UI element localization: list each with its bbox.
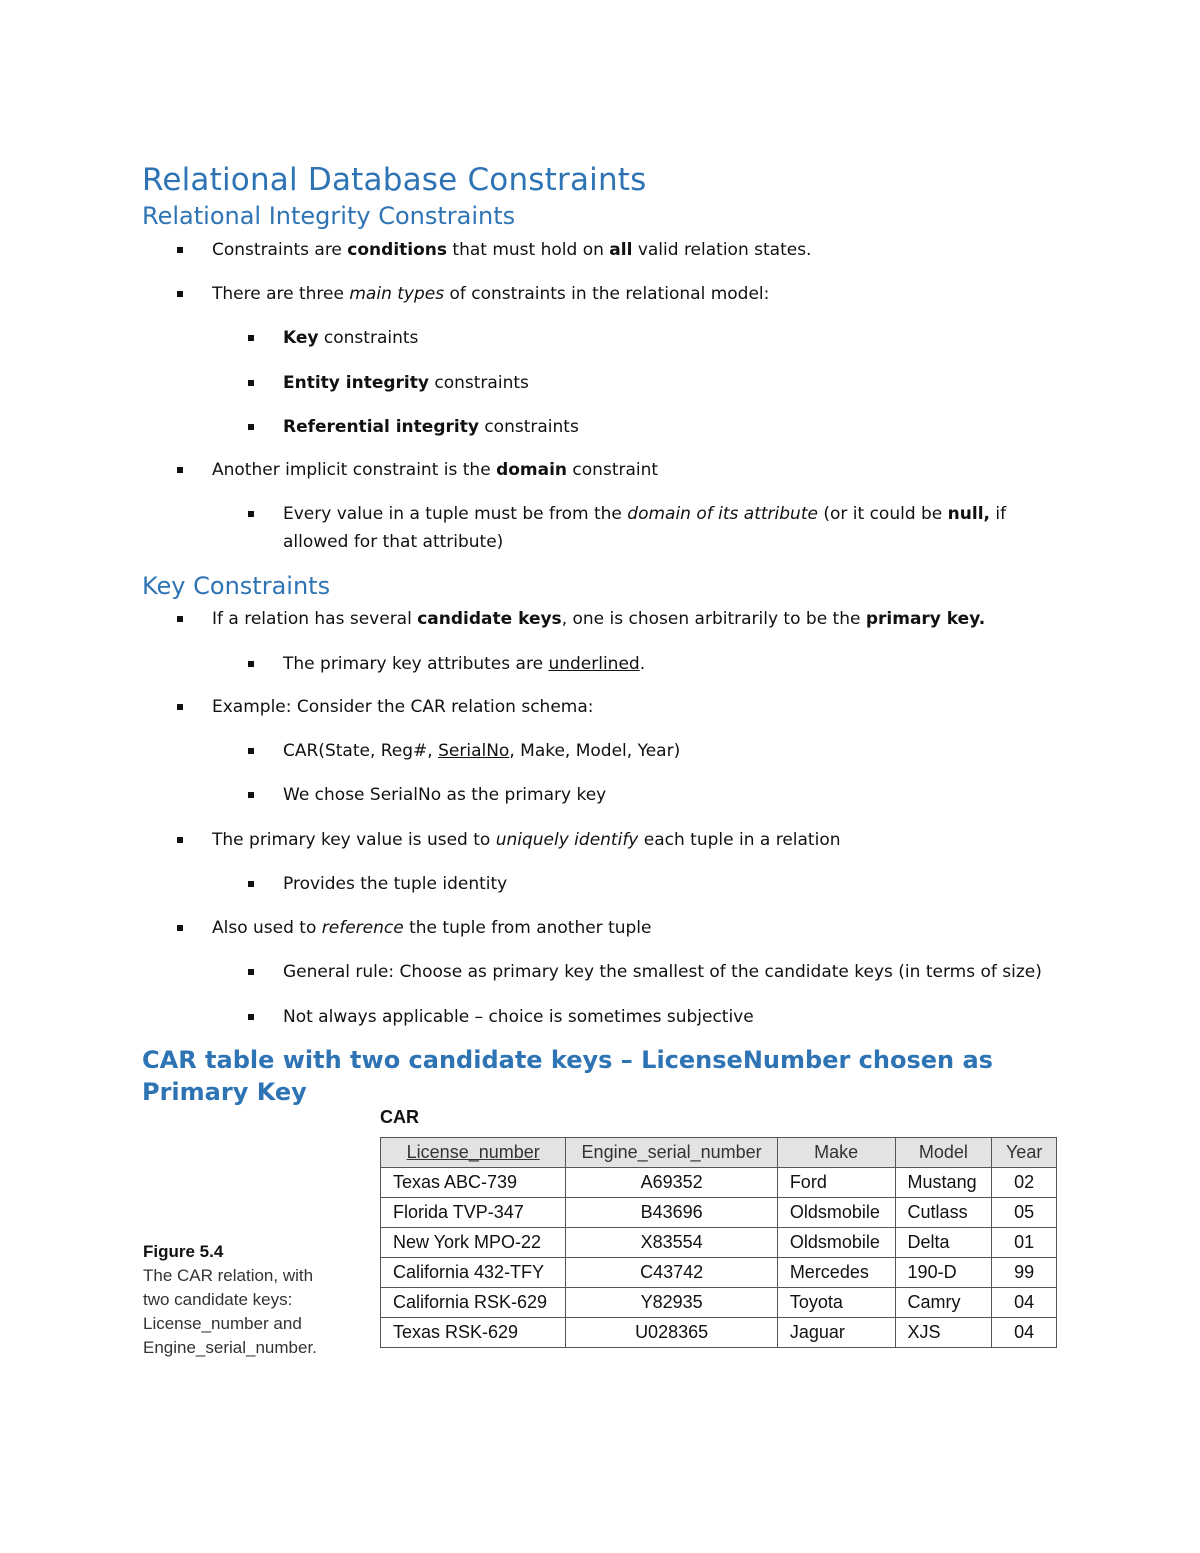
bullet-text [283,737,680,765]
square-bullet-icon [248,380,254,386]
table-cell: Camry [895,1288,992,1318]
text-run: Provides the tuple identity [283,874,508,894]
text-run: main types [349,284,445,304]
table-row [381,1258,1057,1288]
text-run: , one is chosen arbitrarily to be the [561,609,866,629]
text-run: Not always applicable – choice is sometimes subjective [283,1007,754,1027]
bullet-text [212,605,985,633]
text-run: the tuple from another tuple [403,918,652,938]
bullet-text [283,958,1042,986]
figure-caption-text: The CAR relation, with two candidate keys: License_number and Engine_serial_number. [143,1266,317,1357]
text-run: candidate keys [417,609,562,629]
text-run: There are three [212,284,350,304]
table-cell: Florida TVP-347 [381,1198,566,1228]
square-bullet-icon [177,925,183,931]
text-run: domain of its attribute [627,504,818,524]
column-header: Make [777,1138,895,1168]
table-cell: California 432-TFY [381,1258,566,1288]
table-cell: 05 [992,1198,1057,1228]
figure-number: Figure 5.4 [143,1242,224,1261]
square-bullet-icon [248,511,254,517]
text-run: uniquely identify [495,830,639,850]
text-run: Constraints are [212,240,348,260]
text-run: Another implicit constraint is the [212,460,497,480]
bullet-text [212,826,841,854]
bullet-text [283,870,507,898]
text-run: The primary key attributes are [283,654,549,674]
page-title: Relational Database Constraints [142,162,647,198]
text-run: underlined [548,654,640,674]
bullet-text [283,781,606,809]
text-run: Key [283,328,319,348]
table-row [381,1168,1057,1198]
bullet-text [212,914,652,942]
table-cell: Delta [895,1228,992,1258]
square-bullet-icon [248,881,254,887]
square-bullet-icon [248,792,254,798]
text-run: if allowed for that attribute) [283,504,1007,552]
table-cell: Mercedes [777,1258,895,1288]
bullet-text [283,413,579,441]
text-run: all [609,240,633,260]
text-run: Every value in a tuple must be from the [283,504,628,524]
text-run: General rule: Choose as primary key the smallest of the candidate keys (in terms of size) [283,962,1042,982]
text-run: domain [496,460,568,480]
text-run: constraints [428,373,529,393]
table-cell: Oldsmobile [777,1228,895,1258]
text-run: of constraints in the relational model: [444,284,770,304]
text-run: SerialNo [438,741,510,761]
table-cell: 04 [992,1318,1057,1348]
square-bullet-icon [248,748,254,754]
table-cell: Cutlass [895,1198,992,1228]
table-cell: Ford [777,1168,895,1198]
text-run: We chose SerialNo as the primary key [283,785,607,805]
table-cell: California RSK-629 [381,1288,566,1318]
bullet-text [283,324,418,352]
bullet-text [283,650,645,678]
text-run: constraints [318,328,419,348]
car-table [380,1137,1057,1348]
square-bullet-icon [248,1014,254,1020]
table-cell: 190-D [895,1258,992,1288]
text-run: The primary key value is used to [212,830,496,850]
section-heading-relational-integrity: Relational Integrity Constraints [142,202,516,230]
table-cell: B43696 [566,1198,777,1228]
square-bullet-icon [177,467,183,473]
square-bullet-icon [177,704,183,710]
text-run: that must hold on [447,240,610,260]
table-cell: New York MPO-22 [381,1228,566,1258]
text-run: conditions [347,240,448,260]
text-run: Also used to [212,918,322,938]
text-run: (or it could be [817,504,948,524]
text-run: constraints [478,417,579,437]
square-bullet-icon [248,661,254,667]
table-cell: X83554 [566,1228,777,1258]
table-cell: 01 [992,1228,1057,1258]
text-run: . [639,654,646,674]
column-header: License_number [381,1138,566,1168]
table-cell: Jaguar [777,1318,895,1348]
text-run: valid relation states. [632,240,812,260]
table-header-row [381,1138,1057,1168]
square-bullet-icon [248,335,254,341]
bullet-text [283,500,1043,556]
section-heading-key-constraints: Key Constraints [142,572,331,600]
table-cell: Texas RSK-629 [381,1318,566,1348]
table-cell: Mustang [895,1168,992,1198]
text-run: Referential integrity [283,417,479,437]
bullet-text [212,236,811,264]
text-run: Entity integrity [283,373,429,393]
table-cell: A69352 [566,1168,777,1198]
table-cell: 99 [992,1258,1057,1288]
table-row [381,1288,1057,1318]
column-header: Engine_serial_number [566,1138,777,1168]
table-cell: 04 [992,1288,1057,1318]
table-cell: Oldsmobile [777,1198,895,1228]
table-cell: Y82935 [566,1288,777,1318]
text-run: null, [947,504,990,524]
square-bullet-icon [248,969,254,975]
table-cell: C43742 [566,1258,777,1288]
bullet-text [212,456,658,484]
square-bullet-icon [248,424,254,430]
column-header: Year [992,1138,1057,1168]
square-bullet-icon [177,291,183,297]
table-cell: Toyota [777,1288,895,1318]
square-bullet-icon [177,616,183,622]
text-run: reference [321,918,404,938]
text-run: CAR(State, Reg#, [283,741,439,761]
table-row [381,1228,1057,1258]
figure-caption [143,1240,343,1360]
table-cell: 02 [992,1168,1057,1198]
bullet-text [283,1003,754,1031]
bullet-text [212,280,769,308]
text-run: If a relation has several [212,609,418,629]
table-title: CAR [380,1107,419,1127]
text-run: primary key. [865,609,986,629]
table-row [381,1318,1057,1348]
table-cell: Texas ABC-739 [381,1168,566,1198]
table-row [381,1198,1057,1228]
column-header: Model [895,1138,992,1168]
text-run: constraint [567,460,659,480]
square-bullet-icon [177,837,183,843]
text-run: , Make, Model, Year) [509,741,681,761]
table-cell: U028365 [566,1318,777,1348]
bullet-text [283,369,529,397]
text-run: each tuple in a relation [638,830,841,850]
bullet-text [212,693,594,721]
text-run: Example: Consider the CAR relation schema: [212,697,594,717]
square-bullet-icon [177,247,183,253]
table-cell: XJS [895,1318,992,1348]
section-heading-car-table: CAR table with two candidate keys – LicenseNumber chosen as Primary Key [142,1046,993,1106]
